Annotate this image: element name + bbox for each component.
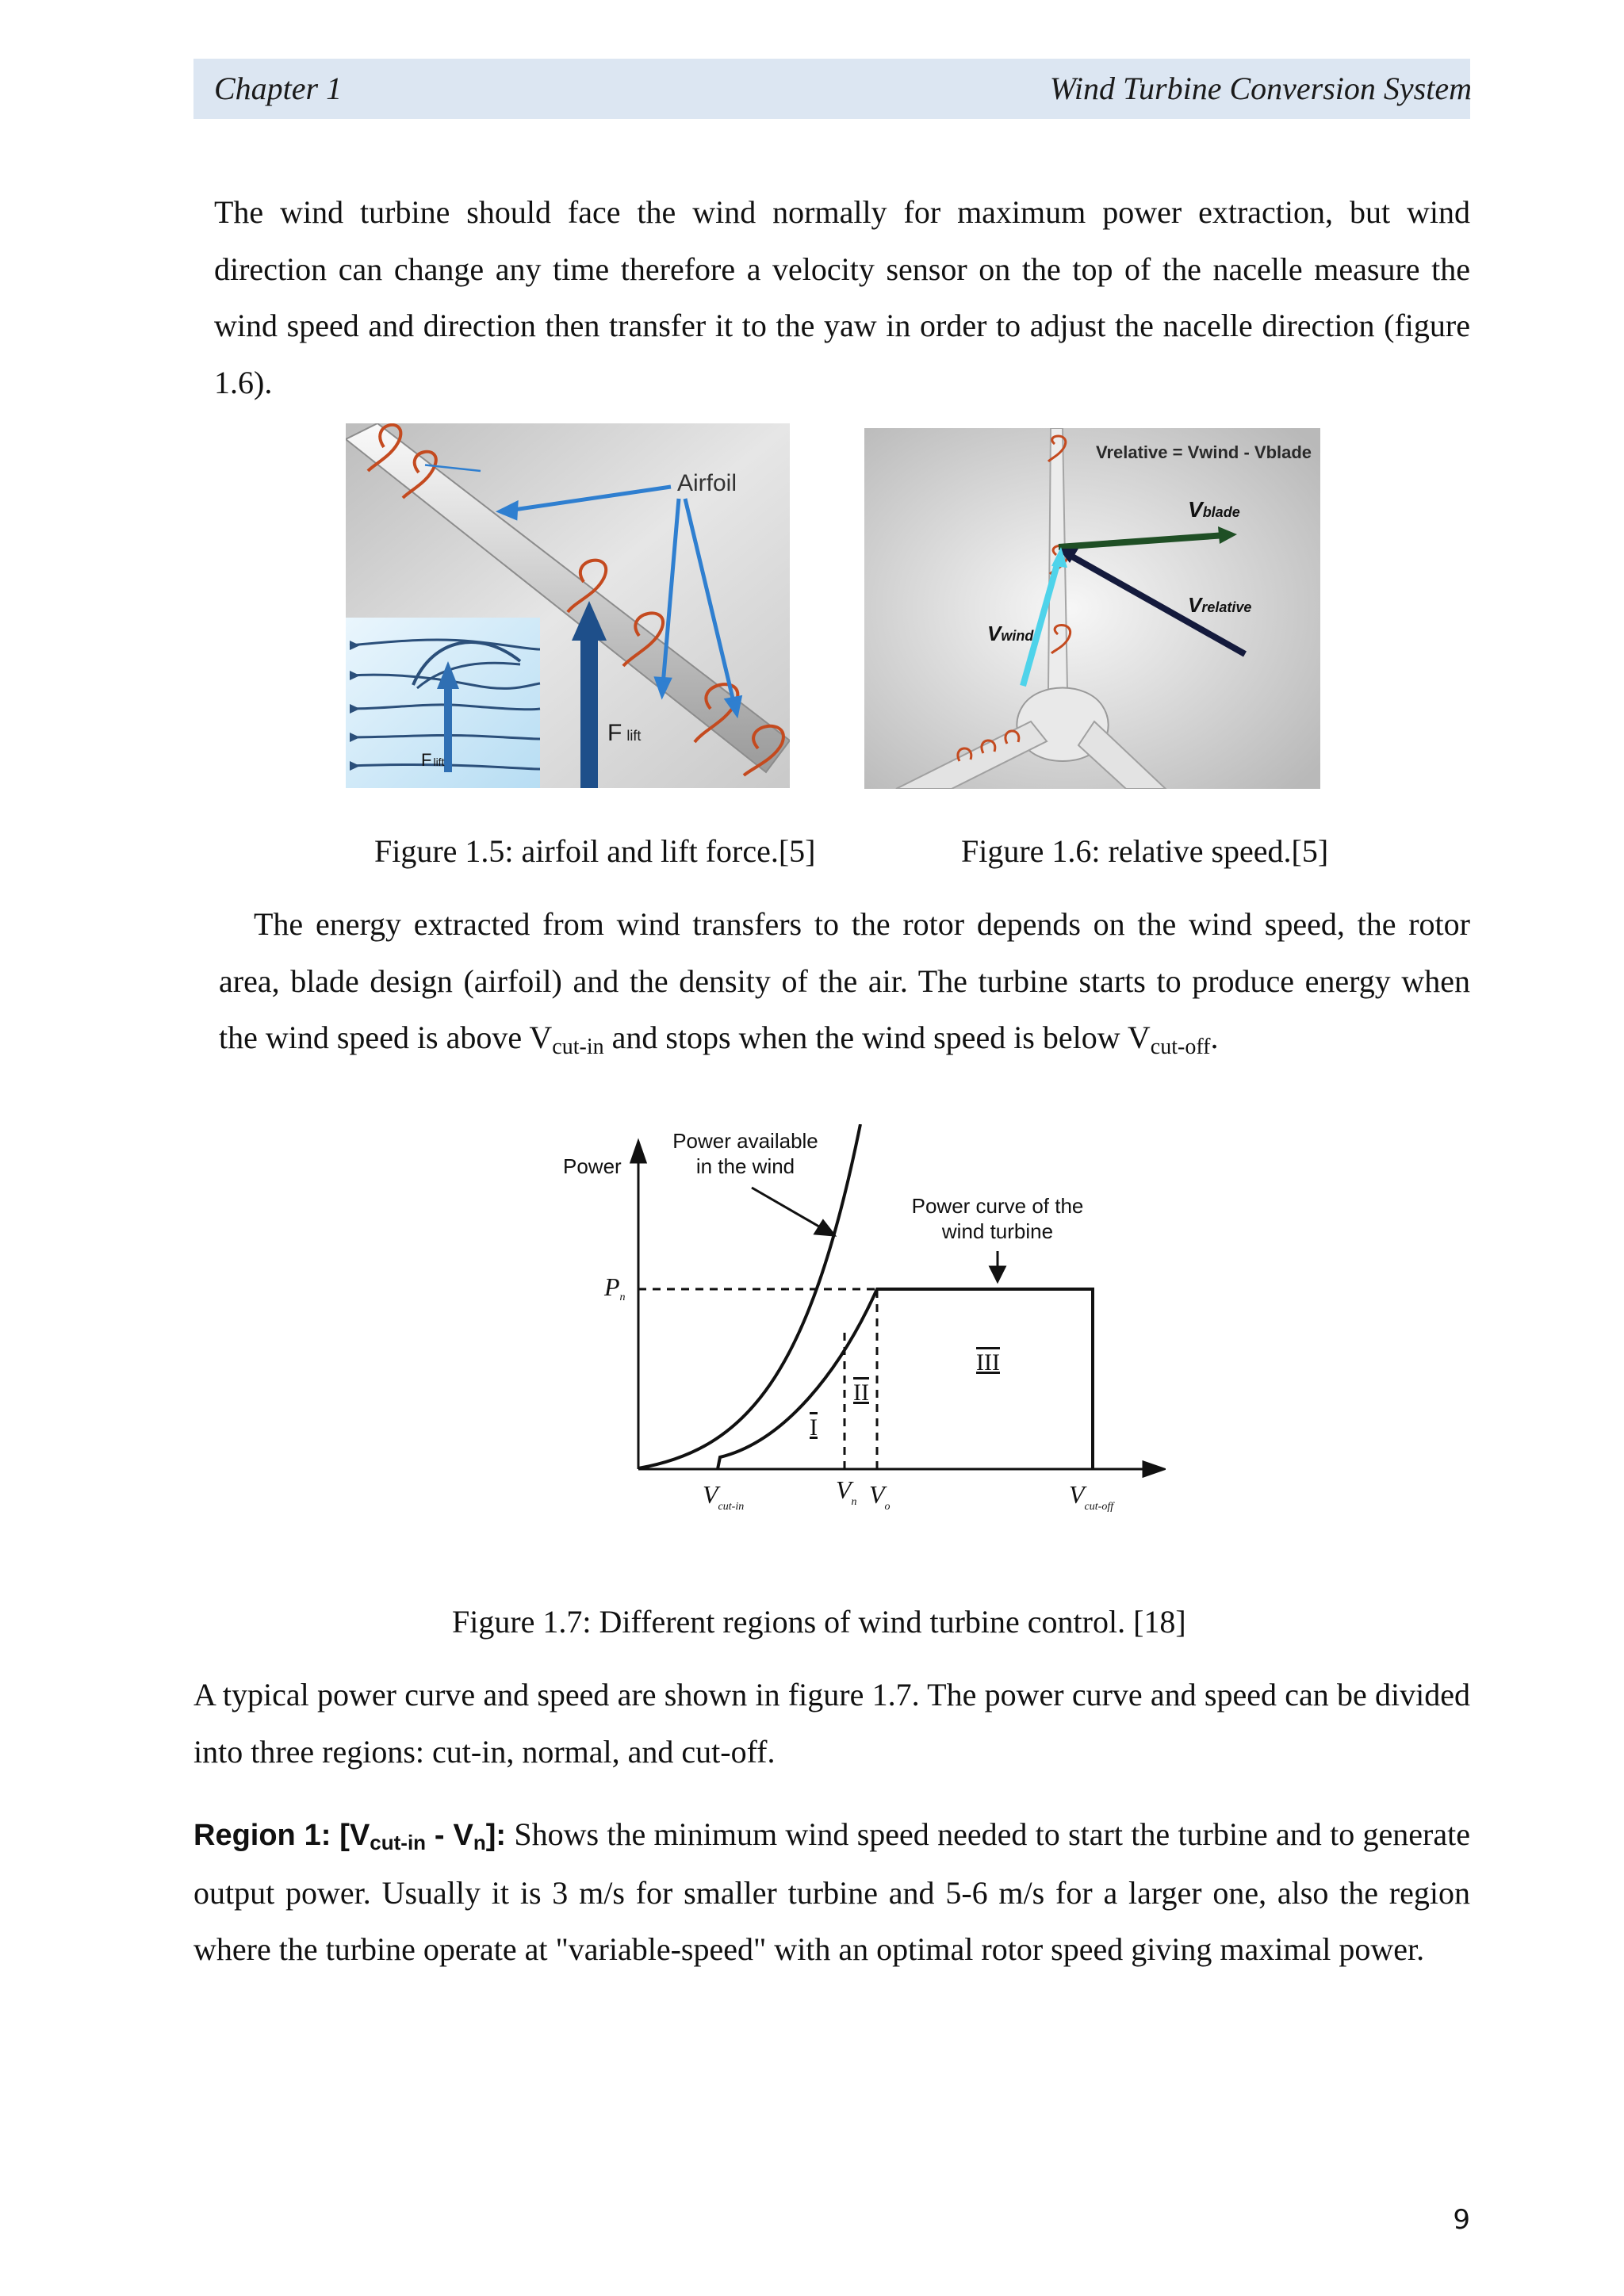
figure-1-6-relative-speed-image — [864, 428, 1320, 789]
page-number: 9 — [1453, 2204, 1470, 2236]
v-cut-off-subscript: cut-off — [1150, 1035, 1211, 1059]
annotation-power-curve-line2: wind turbine — [941, 1219, 1054, 1243]
region-1-text: Shows the minimum wind speed needed to start the turbine and to generate output power. Usually it is 3 m/s for smaller turbine and 5-6 m/s for a larger one, also the region where the turbine operate at "variable-speed" with an optimal rotor speed giving maximal power. — [193, 1816, 1470, 1967]
annotation-power-curve-line1: Power curve of the — [911, 1194, 1084, 1218]
paragraph-2-text-c: . — [1210, 1020, 1219, 1055]
figure-1-5-caption: Figure 1.5: airfoil and lift force.[5] — [374, 833, 816, 869]
figure-1-7-caption: Figure 1.7: Different regions of wind turbine control. [18] — [452, 1604, 1186, 1640]
v-cut-in-subscript: cut-in — [552, 1035, 604, 1059]
annotation-power-available-line1: Power available — [672, 1129, 818, 1153]
figure-1-7-power-curve-chart — [547, 1124, 1166, 1536]
figure-1-5-airfoil-image — [346, 423, 790, 788]
y-axis-label: Power — [563, 1154, 622, 1178]
fig15-airfoil-label: Airfoil — [677, 470, 737, 496]
fig15-flift-main-label: Flift — [607, 720, 642, 746]
paragraph-2 — [219, 896, 1470, 1066]
x-axis-arrow — [1143, 1462, 1164, 1476]
region-label-iii: III — [976, 1349, 1000, 1376]
annotation-curve-pointer — [990, 1251, 1005, 1281]
paragraph-2-text-b: and stops when the wind speed is below V — [603, 1020, 1151, 1055]
x-tick-vn: $V_n$ — [836, 1475, 857, 1508]
fig15-flow-inset — [346, 618, 540, 788]
paragraph-2-text-a: The energy extracted from wind transfers to the rotor depends on the wind speed, the rotor area, blade design (airfoil) and the density of the air. The turbine starts to produce energy when the wind speed is above V — [219, 906, 1470, 1055]
paragraph-1: The wind turbine should face the wind normally for maximum power extraction, but wind direction can change any time therefore a velocity sensor on the top of the nacelle measure the wind speed and direction then transfer it to the yaw in order to adjust the nacelle direction (figure 1.6). — [214, 194, 1470, 400]
fig16-vrelative-label: Vrelative — [1188, 593, 1252, 617]
region-label-ii: II — [853, 1380, 869, 1406]
region-1-paragraph — [193, 1806, 1470, 1978]
figure-1-6-caption: Figure 1.6: relative speed.[5] — [961, 833, 1329, 869]
annotation-available-pointer — [752, 1188, 834, 1235]
x-tick-v-cut-in: $V_{cut-in}$ — [703, 1480, 745, 1513]
annotation-power-available-line2: in the wind — [695, 1154, 795, 1178]
x-tick-vo: $V_o$ — [869, 1480, 891, 1513]
y-tick-pn: Pn — [604, 1272, 626, 1303]
fig16-equation-label: Vrelative = Vwind - Vblade — [1096, 442, 1312, 462]
x-tick-v-cut-off: $V_{cut-off}$ — [1069, 1480, 1114, 1513]
fig16-vwind-label: Vwind — [987, 622, 1034, 645]
y-axis-arrow — [631, 1142, 645, 1162]
chapter-label: Chapter 1 — [214, 71, 343, 106]
region-1-title: Region 1: $[V_{cut-in} - V_n]$: — [193, 1819, 507, 1854]
chart-axes — [631, 1142, 1164, 1476]
fig16-vblade-label: Vblade — [1188, 497, 1240, 522]
fig15-flift-inset-label: Flift — [421, 750, 445, 770]
paragraph-3: A typical power curve and speed are shown in figure 1.7. The power curve and speed can be divided into three regions: cut-in, normal, and cut-off. — [193, 1677, 1470, 1770]
section-title: Wind Turbine Conversion System — [1049, 71, 1472, 106]
region-label-i: I — [810, 1414, 818, 1441]
